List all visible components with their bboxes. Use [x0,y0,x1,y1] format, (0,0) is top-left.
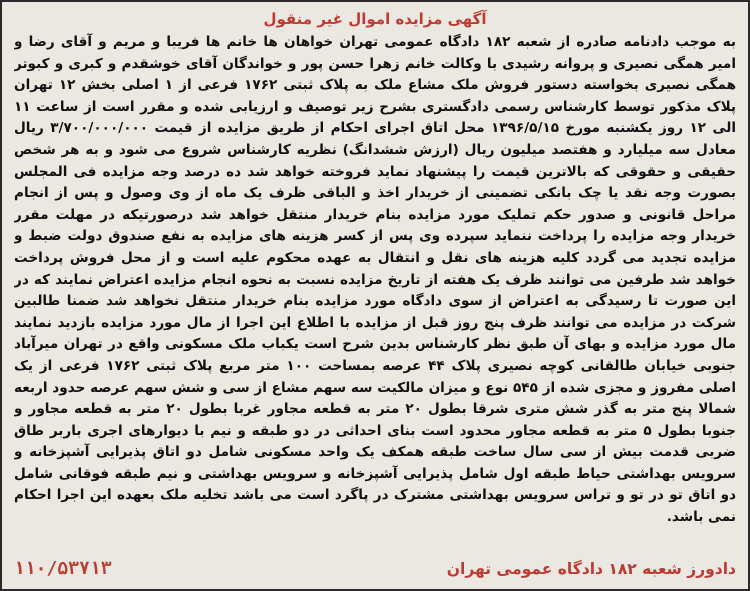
notice-footer [14,558,736,579]
notice-number: ۱۱۰/۵۳۷۱۳ [14,558,112,579]
notice-title: آگهی مزایده اموال غیر منقول [263,10,487,28]
notice-body: به موجب دادنامه صادره از شعبه ۱۸۲ دادگاه عمومی تهران خواهان ها خانم ها فریبا و مریم و آقای رضا و امیر همگی نصیری و پروانه رشیدی با وکالت خانم زهرا حسن پور و خواندگان آقای خوشقدم و کبری و کبوتر همگی نصیری بخواسته دستور فروش ملک مشاع ملک به پلاک ثبتی ۱۷۶۲ فرعی از ۱ اصلی بخش ۱۲ تهران پلاک مذکور توسط کارشناس رسمی دادگستری بشرح زیر توصیف و ارزیابی شده و مقرر است از ساعت ۱۱ الی ۱۲ روز یکشنبه مورخ ۱۳۹۶/۵/۱۵ محل اتاق اجرای احکام از طریق مزایده از قیمت ۳/۷۰۰/۰۰۰/۰۰۰ ریال معادل سه میلیارد و هفتصد میلیون ریال (ارزش ششدانگ) نظریه کارشناس شروع می شود و به هر شخص حقیقی و حقوقی که بالاترین قیمت را پیشنهاد نماید فروخته خواهد شد ده درصد وجه مزایده فی المجلس بصورت وجه نقد یا چک بانکی تضمینی از خریدار اخذ و الباقی ظرف یک ماه از وی وصول و پس از انجام مراحل قانونی و صدور حکم تملیک مورد مزایده بنام خریدار منتقل خواهد شد درصورتیکه در مهلت مقرر خریدار وجه مزایده را پرداخت ننماید سپرده وی پس از کسر هزینه های مزایده به نفع صندوق دولت ضبط و مزایده تجدید می گردد کلیه هزینه های نقل و انتقال به عهده محکوم علیه است و از محل فروش پرداخت خواهد شد طرفین می توانند ظرف یک هفته از تاریخ مزایده نسبت به نحوه انجام مزایده اعتراض نمایند که در این صورت تا رسیدگی به اعتراض از سوی دادگاه مورد مزایده بنام خریدار منتقل نخواهد شد ضمنا طالبین شرکت در مزایده می توانند ظرف پنج روز قبل از مزایده با اطلاع این اجرا از مال مورد مزایده بازدید نمایند مال مورد مزایده و بهای آن طبق نظر کارشناس بدین شرح است یکباب ملک مسکونی واقع در تهران میرآباد جنوبی خیابان طالقانی کوچه نصیری پلاک ۴۴ عرصه بمساحت ۱۰۰ متر مربع پلاک ثبتی ۱۷۶۲ فرعی از یک اصلی مفروز و مجزی شده از ۵۴۵ نوع و میزان مالکیت سه سهم مشاع از سی و شش سهم عرصه حدود اربعه شمالا پنج متر به گذر شش متری شرقا بطول ۲۰ متر به قطعه مجاور غربا بطول ۲۰ متر به قطعه مجاور و جنوبا بطول ۵ متر به قطعه مجاور محدود است بنای احداثی در دو طبقه و نیم با دیوارهای اجری باربر طاق ضربی قدمت بیش از سی سال ساخت طبقه همکف یک واحد مسکونی شامل دو اتاق پذیرایی آشپزخانه و سرویس بهداشتی حیاط طبقه اول شامل پذیرایی آشپزخانه و سرویس بهداشتی و نیم طبقه فوقانی شامل دو اتاق تو در تو و تراس سرویس بهداشتی مشترک در پاگرد است می باشد تخلیه ملک بعهده این اجرا احکام نمی باشد. [14,34,736,526]
signature: دادورز شعبه ۱۸۲ دادگاه عمومی تهران [446,559,736,578]
